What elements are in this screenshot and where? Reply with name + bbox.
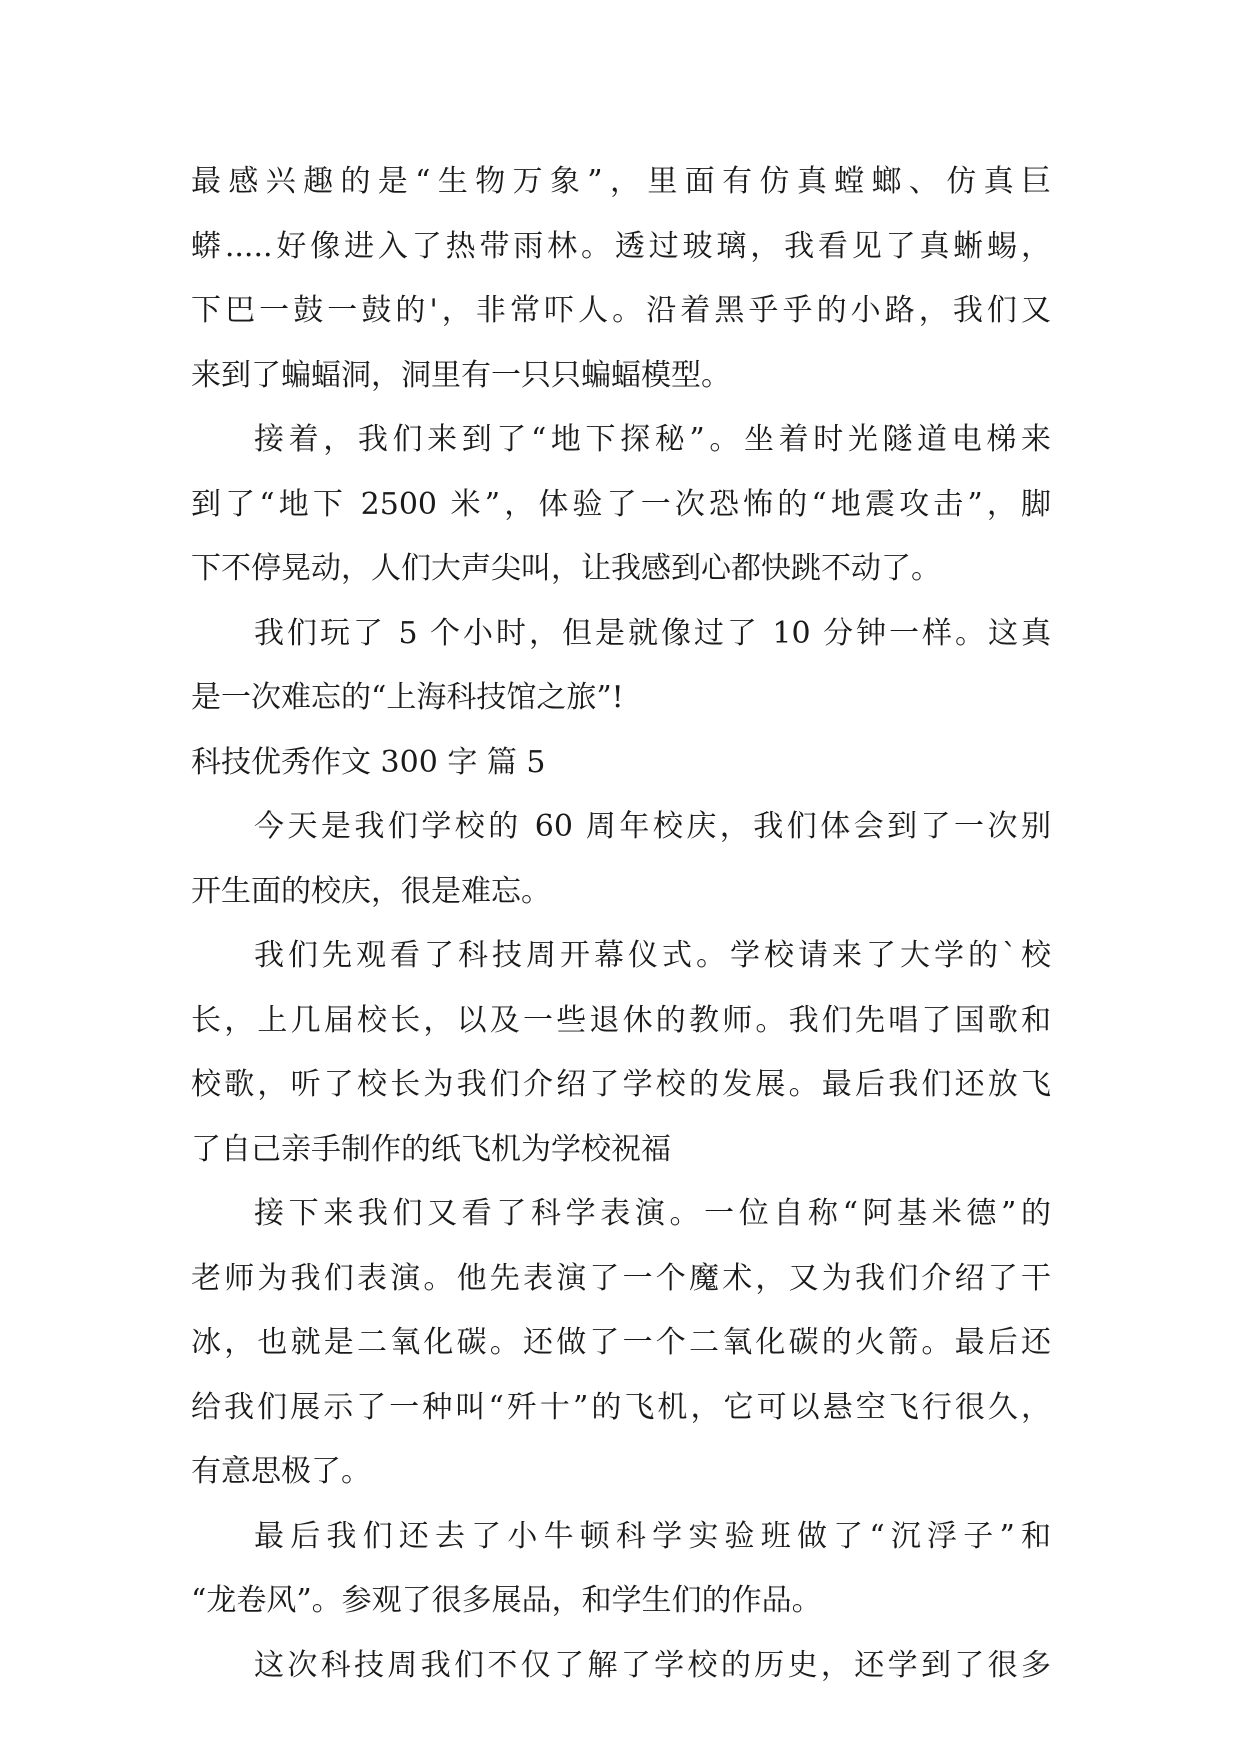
- text-line: 开生面的校庆，很是难忘。: [191, 873, 551, 909]
- paragraph-first-line: 接下来我们又看了科学表演。一位自称“阿基米德”的: [254, 1196, 1051, 1231]
- text-line: 来到了蝙蝠洞，洞里有一只只蝙蝠模型。: [191, 357, 731, 393]
- paragraph-first-line: 最后我们还去了小牛顿科学实验班做了“沉浮子”和: [254, 1518, 1051, 1554]
- text-line: 蟒.....好像进入了热带雨林。透过玻璃，我看见了真蜥蜴，: [191, 228, 1051, 264]
- text-line: 老师为我们表演。他先表演了一个魔术，又为我们介绍了干: [191, 1260, 1051, 1296]
- paragraph-first-line: 这次科技周我们不仅了解了学校的历史，还学到了很多: [254, 1647, 1051, 1683]
- text-line: 校歌，听了校长为我们介绍了学校的发展。最后我们还放飞: [191, 1067, 1051, 1102]
- text-line: 下不停晃动，人们大声尖叫，让我感到心都快跳不动了。: [191, 551, 941, 586]
- paragraph-first-line: 我们先观看了科技周开幕仪式。学校请来了大学的`校: [254, 938, 1051, 973]
- paragraph-first-line: 接着，我们来到了“地下探秘”。坐着时光隧道电梯来: [254, 422, 1051, 457]
- text-line: “龙卷风”。参观了很多展品，和学生们的作品。: [191, 1583, 822, 1618]
- text-line: 到了“地下 2500 米”，体验了一次恐怖的“地震攻击”，脚: [191, 486, 1051, 522]
- text-line: 下巴一鼓一鼓的'，非常吓人。沿着黑乎乎的小路，我们又: [191, 293, 1051, 328]
- text-line: 了自己亲手制作的纸飞机为学校祝福: [191, 1131, 671, 1167]
- paragraph-first-line: 我们玩了 5 个小时，但是就像过了 10 分钟一样。这真: [254, 615, 1051, 651]
- text-line: 有意思极了。: [191, 1454, 371, 1489]
- text-line: 最感兴趣的是“生物万象”，里面有仿真螳螂、仿真巨: [191, 164, 1051, 199]
- text-line: 是一次难忘的“上海科技馆之旅”!: [191, 680, 624, 715]
- document-body: [191, 150, 1051, 1698]
- text-line: 冰，也就是二氧化碳。还做了一个二氧化碳的火箭。最后还: [191, 1325, 1051, 1360]
- paragraph-first-line: 今天是我们学校的 60 周年校庆，我们体会到了一次别: [254, 809, 1051, 844]
- text-line: 长，上几届校长，以及一些退休的教师。我们先唱了国歌和: [191, 1002, 1051, 1038]
- text-line: 给我们展示了一种叫“歼十”的飞机，它可以悬空飞行很久，: [191, 1389, 1051, 1425]
- section-heading: 科技优秀作文 300 字 篇 5: [191, 744, 546, 780]
